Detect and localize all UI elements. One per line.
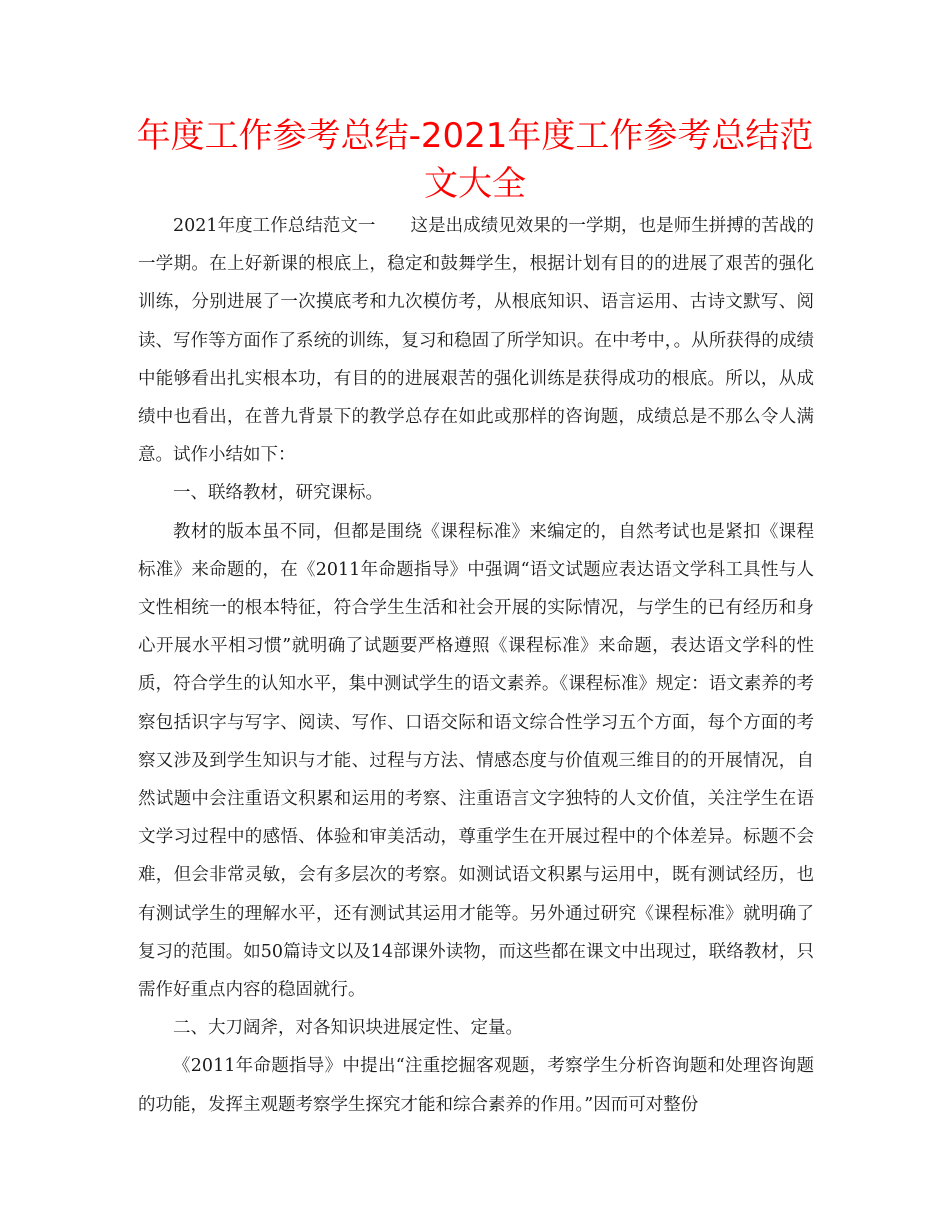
paragraph-intro: 2021年度工作总结范文一 这是出成绩见效果的一学期，也是师生拼搏的苦战的一学期。在上好新课的根底上，稳定和鼓舞学生，根据计划有目的的进展了艰苦的强化训练，分别进展了一次摸底考和九次模仿考，从根底知识、语言运用、古诗文默写、阅读、写作等方面作了系统的训练，复习和稳固了所学知识。在中考中，。从所获得的成绩中能够看出扎实根本功，有目的的进展艰苦的强化训练是获得成功的根底。所以，从成绩中也看出，在普九背景下的教学总存在如此或那样的咨询题，成绩总是不那么令人满意。试作小结如下：: [138, 216, 814, 466]
paragraph-section-2: 《2011年命题指导》中提出“注重挖掘客观题，考察学生分析咨询题和处理咨询题的功能，发挥主观题考察学生探究才能和综合素养的作用。”因而可对整份: [138, 1056, 814, 1115]
document-title: 年度工作参考总结-2021年度工作参考总结范文大全: [136, 116, 814, 204]
section-heading-2: 二、大刀阔斧，对各知识块进展定性、定量。: [173, 1018, 523, 1039]
paragraph-section-1: 教材的版本虽不同，但都是围绕《课程标准》来编定的，自然考试也是紧扣《课程标准》来命题的，在《2011年命题指导》中强调“语文试题应表达语文学科工具性与人文性相统一的根本特征，符合学生生活和社会开展的实际情况，与学生的已有经历和身心开展水平相习惯”就明确了试题要严格遵照《课程标准》来命题，表达语文学科的性质，符合学生的认知水平，集中测试学生的语文素养。《课程标准》规定：语文素养的考察包括识字与写字、阅读、写作、口语交际和语文综合性学习五个方面，每个方面的考察又涉及到学生知识与才能、过程与方法、情感态度与价值观三维目的的开展情况，自然试题中会注重语文积累和运用的考察、注重语言文字独特的人文价值，关注学生在语文学习过程中的感悟、体验和审美活动，尊重学生在开展过程中的个体差异。标题不会难，但会非常灵敏，会有多层次的考察。如测试语文积累与运用中，既有测试经历，也有测试学生的理解水平，还有测试其运用才能等。另外通过研究《课程标准》就明确了复习的范围。如50篇诗文以及14部课外读物，而这些都在课文中出现过，联络教材，只需作好重点内容的稳固就行。: [138, 521, 814, 1001]
document-body: [138, 207, 814, 1124]
section-heading-1: 一、联络教材，研究课标。: [173, 483, 383, 504]
